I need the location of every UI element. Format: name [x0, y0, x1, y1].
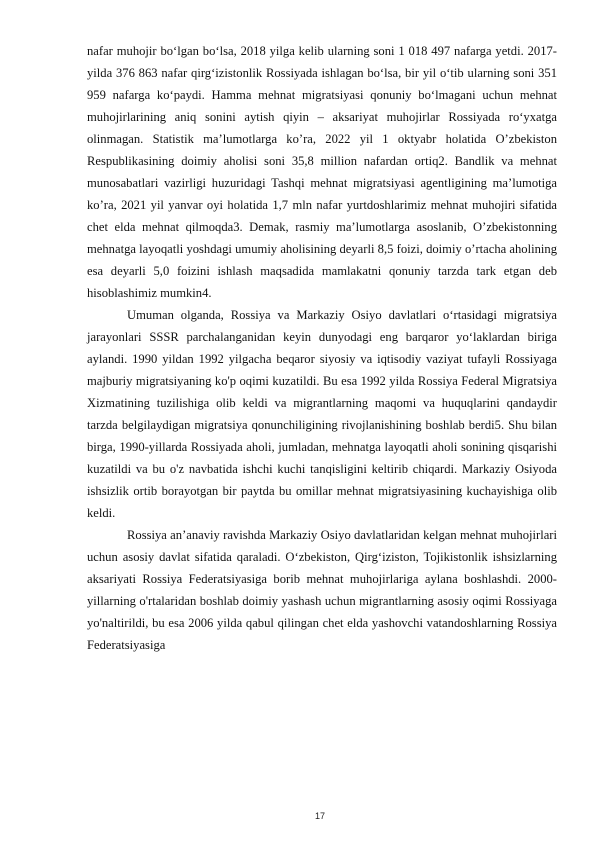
- paragraph-3: Rossiya an’anaviy ravishda Markaziy Osiyo davlatlaridan kelgan mehnat muhojirlari uchun asosiy davlat sifatida qaraladi. O‘zbekiston, Qirg‘iziston, Tojikistonlik ishsizlarning aksariyati Rossiya Federatsiyasiga borib mehnat muhojirlariga aylana boshlashdi. 2000-yillarning o'rtalaridan boshlab doimiy yashash uchun migrantlarning asosiy oqimi Rossiyaga yo'naltirildi, bu esa 2006 yilda qabul qilingan chet elda yashovchi vatandoshlarning Rossiya Federatsiyasiga: [87, 528, 557, 652]
- page-number: 17: [314, 811, 325, 821]
- paragraph-2: Umuman olganda, Rossiya va Markaziy Osiyo davlatlari o‘rtasidagi migratsiya jarayonlari SSSR parchalanganidan keyin dunyodagi eng barqaror yo‘laklardan biriga aylandi. 1990 yildan 1992 yilgacha beqaror siyosiy va iqtisodiy vaziyat tufayli Rossiyaga majburiy migratsiyaning ko'p oqimi kuzatildi. Bu esa 1992 yilda Rossiya Federal Migratsiya Xizmatining tuzilishiga olib keldi va migrantlarning maqomi va huquqlarini qandaydir tarzda belgilaydigan migratsiya qonunchiligining rivojlanishining boshlab berdi5. Shu bilan birga, 1990-yillarda Rossiyada aholi, jumladan, mehnatga layoqatli aholi sonining qisqarishi kuzatildi va bu o'z navbatida ishchi kuchi tanqisligini keltirib chiqardi. Markaziy Osiyoda ishsizlik ortib borayotgan bir paytda bu omillar mehnat migratsiyasining kuchayishiga olib keldi.: [87, 308, 557, 520]
- paragraph-1: nafar muhojir bo‘lgan bo‘lsa, 2018 yilga kelib ularning soni 1 018 497 nafarga yetdi. 2017-yilda 376 863 nafar qirg‘izistonlik Rossiyada ishlagan bo‘lsa, bir yil o‘tib ularning soni 351 959 nafarga ko‘paydi. Hamma mehnat migratsiyasi qonuniy bo‘lmagani uchun mehnat muhojirlarining aniq sonini aytish qiyin – aksariyat muhojirlar Rossiyada ro‘yxatga olinmagan. Statistik ma’lumotlarga ko’ra, 2022 yil 1 oktyabr holatida O’zbekiston Respublikasining doimiy aholisi soni 35,8 million nafardan ortiq2. Bandlik va mehnat munosabatlari vazirligi huzuridagi Tashqi mehnat migratsiyasi agentligining ma’lumotiga ko’ra, 2021 yil yanvar oyi holatida 1,7 mln nafar yurtdoshlarimiz mehnat muhojiri sifatida chet elda mehnat qilmoqda3. Demak, rasmiy ma’lumotlarga asoslanib, O’zbekistonning mehnatga layoqatli yoshdagi umumiy aholisining deyarli 8,5 foizi, doimiy o’rtacha aholining esa deyarli 5,0 foizini ishlash maqsadida mamlakatni qonuniy tarzda tark etgan deb hisoblashimiz mumkin4.: [87, 44, 557, 300]
- body-text: [87, 40, 557, 656]
